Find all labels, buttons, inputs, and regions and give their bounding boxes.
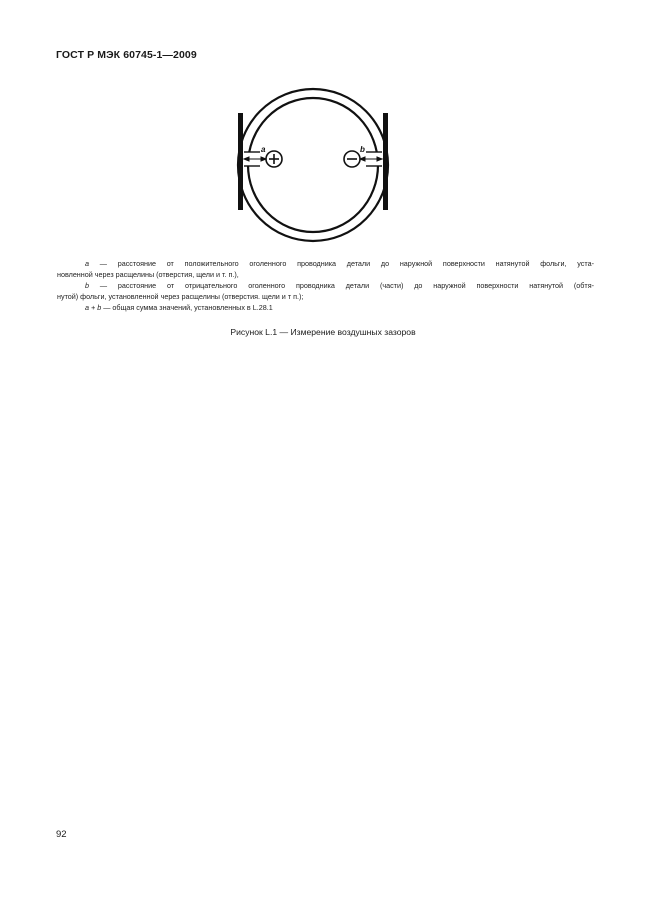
inner-foil-ring [248,98,378,232]
outer-foil-ring [238,89,388,241]
legend-b-line2: нутой) фольги, установленной через расщелины (отверстия. щели и т п.); [57,292,304,301]
left-clamp-plate [238,113,243,210]
symbol-b: b [85,281,89,290]
negative-conductor [344,151,360,167]
document-header: ГОСТ Р МЭК 60745-1—2009 [56,49,197,61]
figure-legend [57,258,594,313]
symbol-sum: a + b [85,303,102,312]
air-clearance-figure [233,80,393,250]
legend-a-line1: a — расстояние от положительного оголенного проводника детали до наружной поверхности натянутой фольги, уста- [85,259,595,268]
label-a: a [261,145,266,154]
legend-a-line2: новленной через расщелины (отверстия, щели и т. п.), [57,270,239,279]
label-b: b [360,145,365,154]
symbol-a: a [85,259,89,268]
legend-sum: a + b — общая сумма значений, установленных в L.28.1 [85,303,273,312]
positive-conductor [266,151,282,167]
right-clamp-plate [383,113,388,210]
page-number: 92 [56,829,67,840]
legend-b-line1: b — расстояние от отрицательного оголенного проводника детали (части) до наружной поверхности натянутой (обтя- [85,281,594,290]
figure-caption: Рисунок L.1 — Измерение воздушных зазоров [230,327,416,337]
